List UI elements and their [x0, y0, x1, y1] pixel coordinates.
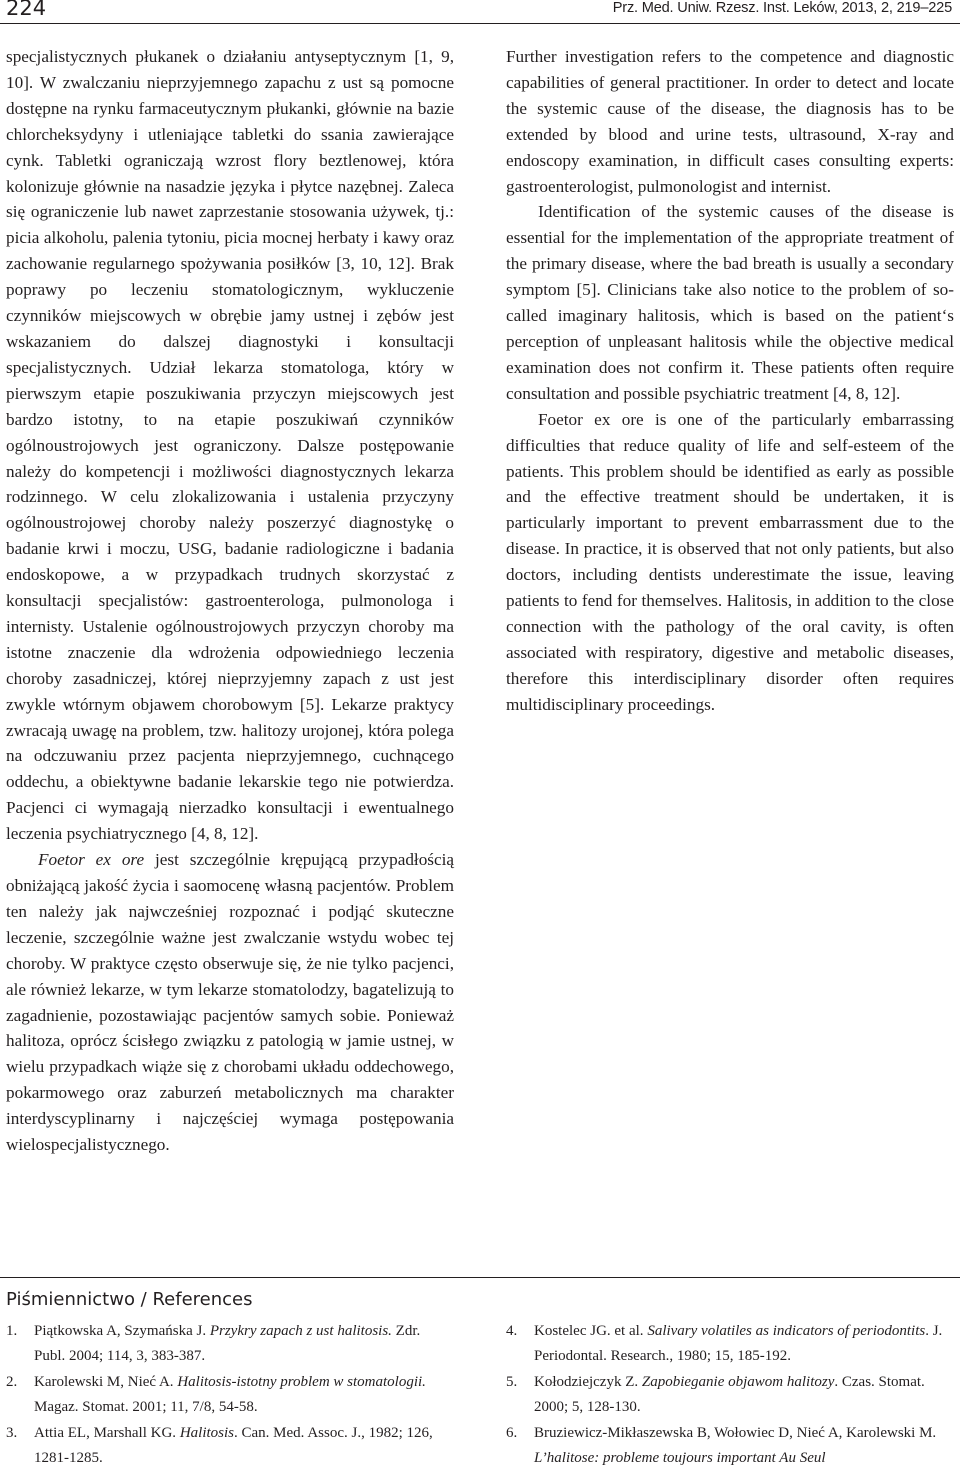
references-left-list: [6, 1319, 454, 1472]
reference-source: Magaz. Stomat. 2001; 11, 7/8, 54-58.: [34, 1398, 258, 1415]
reference-item: [6, 1319, 454, 1368]
references-right-list: [506, 1319, 954, 1472]
reference-title: Salivary volatiles as indicators of periodontits: [647, 1323, 926, 1339]
reference-item: [506, 1421, 954, 1470]
reference-authors: Bruziewicz-Mikłaszewska B, Wołowiec D, Nieć A, Karolewski M.: [534, 1425, 937, 1441]
left-paragraph-2: [6, 847, 454, 1158]
right-column-english: [506, 44, 954, 718]
reference-item: [506, 1319, 954, 1368]
reference-number: 4.: [506, 1323, 518, 1339]
reference-authors: Kostelec JG. et al.: [534, 1323, 648, 1339]
left-paragraph-1: specjalistycznych płukanek o działaniu antyseptycznym [1, 9, 10]. W zwalczaniu nieprzyjemnego zapachu z ust są pomocne dostępne na rynku farmaceutycznym płukanki, głównie na bazie chlorcheksydyny i utleniające tabletki do ssania zawierające cynk. Tabletki ograniczają wzrost flory beztlenowej, która kolonizuje głównie na nasadzie języka i płytce nazębnej. Zaleca się ograniczenie lub nawet zaprzestanie stosowania używek, tj.: picia alkoholu, palenia tytoniu, picia mocnej herbaty i kawy oraz zachowanie regularnego spożywania posiłków [3, 10, 12]. Brak poprawy po leczeniu stomatologicznym, wykluczenie czynników miejscowych w obrębie jamy ustnej i zębów jest wskazaniem do dalszej diagnostyki i konsultacji specjalistycznych. Udział lekarza stomatologa, który w pierwszym etapie poszukiwania przyczyn miejscowych jest bardzo istotny, to na etapie poszukiwań czynników ogólnoustrojowych jest ograniczony. Dalsze postępowanie należy do kompetencji i możliwości diagnostycznych lekarza rodzinnego. W celu zlokalizowania i ustalenia przyczyny ogólnoustrojowej choroby należy poszerzyć diagnostykę o badanie krwi i moczu, USG, badanie radiologiczne i badania endoskopowe, a w przypadkach trudnych skorzystać z konsultacji specjalistów: gastroenterologa, pulmonologa i internisty. Ustalenie ogólnoustrojowych przyczyn choroby ma istotne znaczenie dla wdrożenia odpowiedniego leczenia choroby zasadniczej, której nieprzyjemny zapach z ust jest zwykle wtórnym objawem chorobowym [5]. Lekarze praktycy zwracają uwagę na problem, tzw. halitozy urojonej, która polega na odczuwaniu przez pacjenta nieprzyjemnego, cuchnącego oddechu, a obiektywne badanie lekarskie tego nie potwierdza. Pacjenci ci wymagają nierzadko konsultacji i ewentualnego leczenia psychiatrycznego [4, 8, 12].: [6, 47, 454, 844]
reference-source: . Can. Med. Assoc. J., 1982; 126, 1281-1285.: [34, 1425, 433, 1466]
left-column-polish: [6, 44, 454, 1158]
reference-authors: Karolewski M, Nieć A.: [34, 1374, 178, 1390]
reference-number: 2.: [6, 1374, 18, 1390]
reference-title: Halitosis-istotny problem w stomatologii.: [177, 1374, 426, 1390]
reference-item: [6, 1370, 454, 1419]
reference-title: Przykry zapach z ust halitosis.: [209, 1323, 392, 1339]
header-rule: [0, 23, 960, 24]
reference-number: 6.: [506, 1425, 518, 1441]
reference-title: Halitosis: [179, 1425, 234, 1441]
reference-title: L’halitose: probleme toujours important Au Seul: [534, 1449, 826, 1466]
right-paragraph-3: Foetor ex ore is one of the particularly embarrassing difficulties that reduce quality of life and self-esteem of the patients. This problem should be identified as early as possible and the effective treatment should be undertaken, it is particularly important to prevent embarrassment due to the disease. In practice, it is observed that not only patients, but also doctors, including dentists underestimate the issue, leaving patients to fend for themselves. Halitosis, in addition to the close connection with the pathology of the oral cavity, is often associated with respiratory, digestive and metabolic diseases, therefore this interdisciplinary disorder often requires multidisciplinary proceedings.: [506, 409, 954, 714]
reference-source: Zdr. Publ. 2004; 114, 3, 383-387.: [34, 1323, 421, 1364]
foetor-ex-ore-italic: Foetor ex ore: [38, 850, 145, 870]
reference-source: . Czas. Stomat. 2000; 5, 128-130.: [534, 1374, 925, 1415]
journal-citation: Prz. Med. Uniw. Rzesz. Inst. Leków, 2013, 2, 219–225: [612, 0, 952, 16]
reference-authors: Attia EL, Marshall KG.: [34, 1425, 180, 1441]
references-rule: [0, 1277, 960, 1278]
reference-authors: Piątkowska A, Szymańska J.: [34, 1323, 210, 1339]
reference-item: [6, 1421, 454, 1470]
reference-title: Zapobieganie objawom halitozy: [641, 1374, 835, 1390]
reference-authors: Kołodziejczyk Z.: [534, 1374, 642, 1390]
reference-number: 5.: [506, 1374, 518, 1390]
reference-item: [506, 1370, 954, 1419]
references-title: Piśmiennictwo / References: [6, 1289, 253, 1310]
reference-number: 3.: [6, 1425, 18, 1441]
reference-number: 1.: [6, 1323, 18, 1339]
right-paragraph-1: Further investigation refers to the competence and diagnostic capabilities of general practitioner. In order to detect and locate the systemic cause of the disease, the diagnosis has to be extended by blood and urine tests, ultrasound, X-ray and endoscopy examination, in difficult cases consulting experts: gastroenterologist, pulmonologist and internist.: [506, 47, 954, 196]
right-paragraph-2: Identification of the systemic causes of the disease is essential for the implementation of the appropriate treatment of the primary disease, where the bad breath is usually a secondary symptom [5]. Clinicians take also notice to the problem of so-called imaginary halitosis, which is based on the patient‘s perception of unpleasant halitosis while the objective medical examination does not confirm it. These patients often require consultation and possible psychiatric treatment [4, 8, 12].: [506, 202, 954, 403]
page-number: 224: [6, 0, 47, 20]
page-header: [0, 0, 960, 26]
reference-source: . J. Periodontal. Research., 1980; 15, 185-192.: [534, 1323, 943, 1364]
left-paragraph-2-text: jest szczególnie krępującą przypadłością obniżającą jakość życia i saomocenę własną pacjentów. Problem ten należy jak najwcześniej rozpoznać i podjąć skuteczne leczenie, szczególnie ważne jest zwalczanie wstydu wobec tej choroby. W praktyce często obserwuje się, że nie tylko pacjenci, ale również lekarze, w tym lekarze stomatolodzy, bagatelizują to zagadnienie, pozostawiając pacjentów samych sobie. Ponieważ halitoza, oprócz ścisłego związku z patologią w jamie ustnej, w wielu przypadkach wiąże się z chorobami układu oddechowego, pokarmowego oraz zaburzeń metabolicznych ma charakter interdyscyplinarny i najczęściej wymaga postępowania wielospecjalistycznego.: [6, 850, 455, 1155]
